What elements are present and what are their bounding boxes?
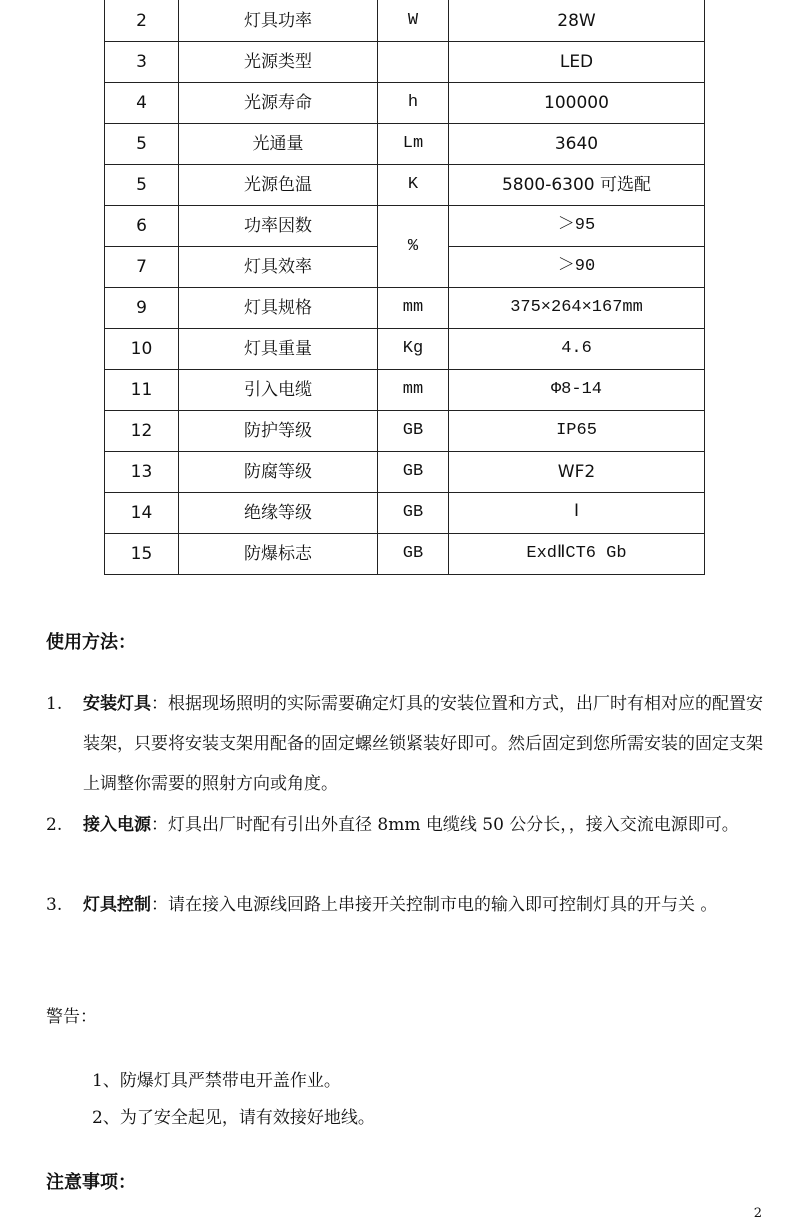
usage-item-keyword: 安装灯具 [83,694,151,714]
spec-row [105,534,705,575]
usage-item-number: 3. [46,895,63,915]
spec-unit-cell: % [378,206,449,288]
spec-index-cell: 5 [105,124,179,165]
spec-name-cell: 防爆标志 [179,534,378,575]
warning-item-1: 1、防爆灯具严禁带电开盖作业。 [92,1071,341,1091]
spec-value-cell: 3640 [449,124,705,165]
spec-value-cell: ＞95 [449,206,705,247]
spec-row [105,42,705,83]
spec-index-cell: 15 [105,534,179,575]
spec-row [105,124,705,165]
spec-index-cell: 7 [105,247,179,288]
spec-unit-cell: GB [378,493,449,534]
usage-heading: 使用方法： [46,632,136,653]
spec-row [105,83,705,124]
spec-name-cell: 灯具规格 [179,288,378,329]
spec-name-cell: 功率因数 [179,206,378,247]
spec-value-cell: ＞90 [449,247,705,288]
spec-row [105,288,705,329]
spec-index-cell: 6 [105,206,179,247]
spec-name-cell: 光源色温 [179,165,378,206]
spec-value-cell: 100000 [449,83,705,124]
spec-index-cell: 13 [105,452,179,493]
spec-row [105,411,705,452]
spec-value-cell: ExdⅡCT6 Gb [449,534,705,575]
spec-row [105,329,705,370]
spec-unit-cell: mm [378,370,449,411]
spec-value-cell: 28W [449,0,705,42]
spec-value-cell: 4.6 [449,329,705,370]
usage-item-separator: ： [151,694,168,714]
spec-name-cell: 灯具重量 [179,329,378,370]
spec-row [105,370,705,411]
spec-name-cell: 光通量 [179,124,378,165]
spec-table [104,0,705,575]
usage-item-keyword: 接入电源 [83,815,151,835]
page-number: 2 [753,1206,762,1221]
usage-item-separator: ： [151,895,168,915]
spec-unit-cell: GB [378,534,449,575]
warning-heading: 警告： [46,1007,97,1027]
spec-index-cell: 11 [105,370,179,411]
spec-index-cell: 12 [105,411,179,452]
spec-unit-cell: W [378,0,449,42]
spec-index-cell: 9 [105,288,179,329]
spec-name-cell: 防腐等级 [179,452,378,493]
spec-row [105,493,705,534]
spec-row [105,206,705,247]
spec-unit-cell: GB [378,452,449,493]
spec-value-cell: 5800-6300 可选配 [449,165,705,206]
spec-value-cell: Ⅰ [449,493,705,534]
spec-unit-cell: K [378,165,449,206]
usage-item-text: 灯具出厂时配有引出外直径 8mm 电缆线 50 公分长，，接入交流电源即可。 [168,815,739,835]
spec-name-cell: 引入电缆 [179,370,378,411]
usage-item-text: 请在接入电源线回路上串接开关控制市电的输入即可控制灯具的开与关 。 [168,895,718,915]
spec-unit-cell: Kg [378,329,449,370]
spec-row [105,165,705,206]
spec-name-cell: 灯具效率 [179,247,378,288]
spec-unit-cell [378,42,449,83]
spec-row [105,0,705,42]
usage-item-number: 2. [46,815,63,835]
spec-index-cell: 14 [105,493,179,534]
spec-name-cell: 防护等级 [179,411,378,452]
spec-unit-cell: Lm [378,124,449,165]
warning-item-2: 2、为了安全起见，请有效接好地线。 [92,1108,375,1128]
spec-index-cell: 3 [105,42,179,83]
spec-value-cell: WF2 [449,452,705,493]
spec-value-cell: 375×264×167mm [449,288,705,329]
usage-item-text: 根据现场照明的实际需要确定灯具的安装位置和方式，出厂时有相对应的配置安装架，只要将安装支架用配备的固定螺丝锁紧装好即可。然后固定到您所需安装的固定支架上调整你需要的照射方向或角度。 [83,694,763,794]
spec-value-cell: LED [449,42,705,83]
spec-value-cell: IP65 [449,411,705,452]
spec-name-cell: 绝缘等级 [179,493,378,534]
usage-item-separator: ： [151,815,168,835]
spec-row [105,452,705,493]
spec-name-cell: 灯具功率 [179,0,378,42]
spec-index-cell: 2 [105,0,179,42]
spec-index-cell: 4 [105,83,179,124]
spec-index-cell: 10 [105,329,179,370]
spec-unit-cell: h [378,83,449,124]
usage-item-number: 1. [46,694,63,714]
notes-heading: 注意事项： [46,1172,136,1193]
spec-name-cell: 光源寿命 [179,83,378,124]
spec-value-cell: Φ8-14 [449,370,705,411]
spec-unit-cell: GB [378,411,449,452]
usage-item-keyword: 灯具控制 [83,895,151,915]
spec-unit-cell: mm [378,288,449,329]
spec-name-cell: 光源类型 [179,42,378,83]
spec-index-cell: 5 [105,165,179,206]
